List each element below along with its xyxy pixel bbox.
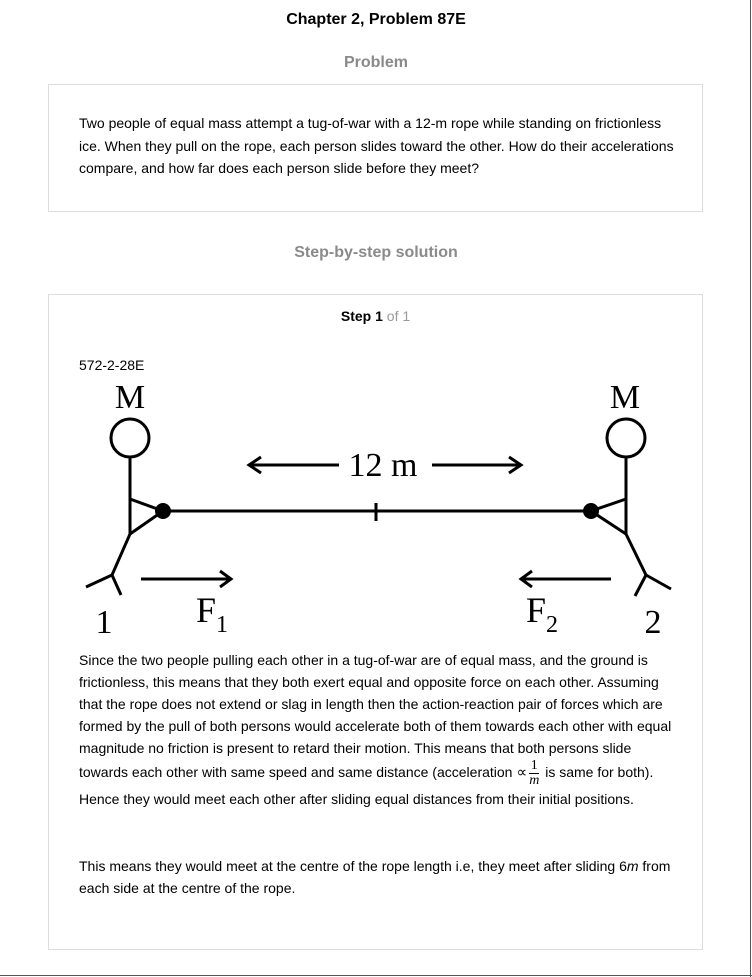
proportional-symbol: ∝ — [516, 765, 528, 782]
para2-text-b: from each side at the centre of the rope. — [79, 858, 671, 896]
person-1-foot-a — [86, 575, 112, 587]
step-indicator — [49, 308, 702, 324]
mass-label-right: M — [609, 379, 641, 416]
problem-text: Two people of equal mass attempt a tug-of-war with a 12-m rope while standing on frictionless ice. When they pull on the rope, each person slides toward the other. How do their accelerations compare, and how far does each person slide before they meet? — [79, 115, 674, 176]
para2-unit: m — [626, 858, 639, 874]
fraction-denominator: m — [529, 773, 540, 788]
force-label-2 — [526, 590, 558, 638]
step-total: of 1 — [386, 308, 411, 324]
force-label-1-sub: 1 — [216, 612, 229, 638]
person-2-head — [607, 419, 645, 457]
person-2-leg — [626, 534, 646, 575]
mass-label-left: M — [114, 379, 146, 416]
force-label-2-sub: 2 — [546, 612, 559, 638]
force-label-1-symbol: F — [196, 590, 217, 630]
distance-label: 12 m — [348, 447, 418, 484]
problem-heading: Problem — [343, 54, 408, 71]
para1-text-a: Since the two people pulling each other in a tug-of-war are of equal mass, and the ground is frictionless, this means that they both exert equal and opposite force on each other. Assuming that the rope does not extend or slag in length then the action-reaction pair of forces which are formed by the pull of both persons would accelerate both of them towards each other with equal magnitude no friction is present to retard their motion. This means that both persons slide towards each other with same speed and same distance (acceleration — [79, 652, 672, 781]
figure-id: 572-2-28E — [79, 357, 145, 373]
person-1-head — [111, 419, 149, 457]
fraction-numerator: 1 — [530, 758, 538, 773]
solution-box — [48, 294, 703, 950]
inverse-mass-fraction — [529, 759, 539, 788]
step-number: 1 — [375, 308, 383, 324]
person-2-foot-b — [635, 575, 646, 596]
solution-heading: Step-by-step solution — [294, 244, 458, 261]
force-label-1 — [196, 590, 228, 638]
person-label-2: 2 — [644, 604, 662, 641]
force-label-2-symbol: F — [526, 590, 547, 630]
step-word: Step — [340, 308, 372, 324]
person-2-foot-a — [646, 575, 671, 589]
para2-text-a: This means they would meet at the centre of the rope length i.e, they meet after sliding 6 — [79, 858, 627, 874]
tug-of-war-diagram — [79, 375, 679, 645]
page-title: Chapter 2, Problem 87E — [286, 11, 466, 28]
para1-text-b: is same for both). Hence they would meet each other after sliding equal distances from their initial positions. — [79, 764, 654, 807]
frame-edge-bottom — [0, 975, 752, 976]
solution-paragraph-2 — [79, 855, 679, 899]
frame-edge-right — [750, 0, 751, 977]
problem-box — [48, 84, 703, 212]
solution-paragraph-1 — [79, 649, 679, 810]
person-1-foot-b — [112, 575, 121, 595]
person-1-leg — [112, 534, 130, 575]
person-label-1: 1 — [95, 604, 113, 641]
